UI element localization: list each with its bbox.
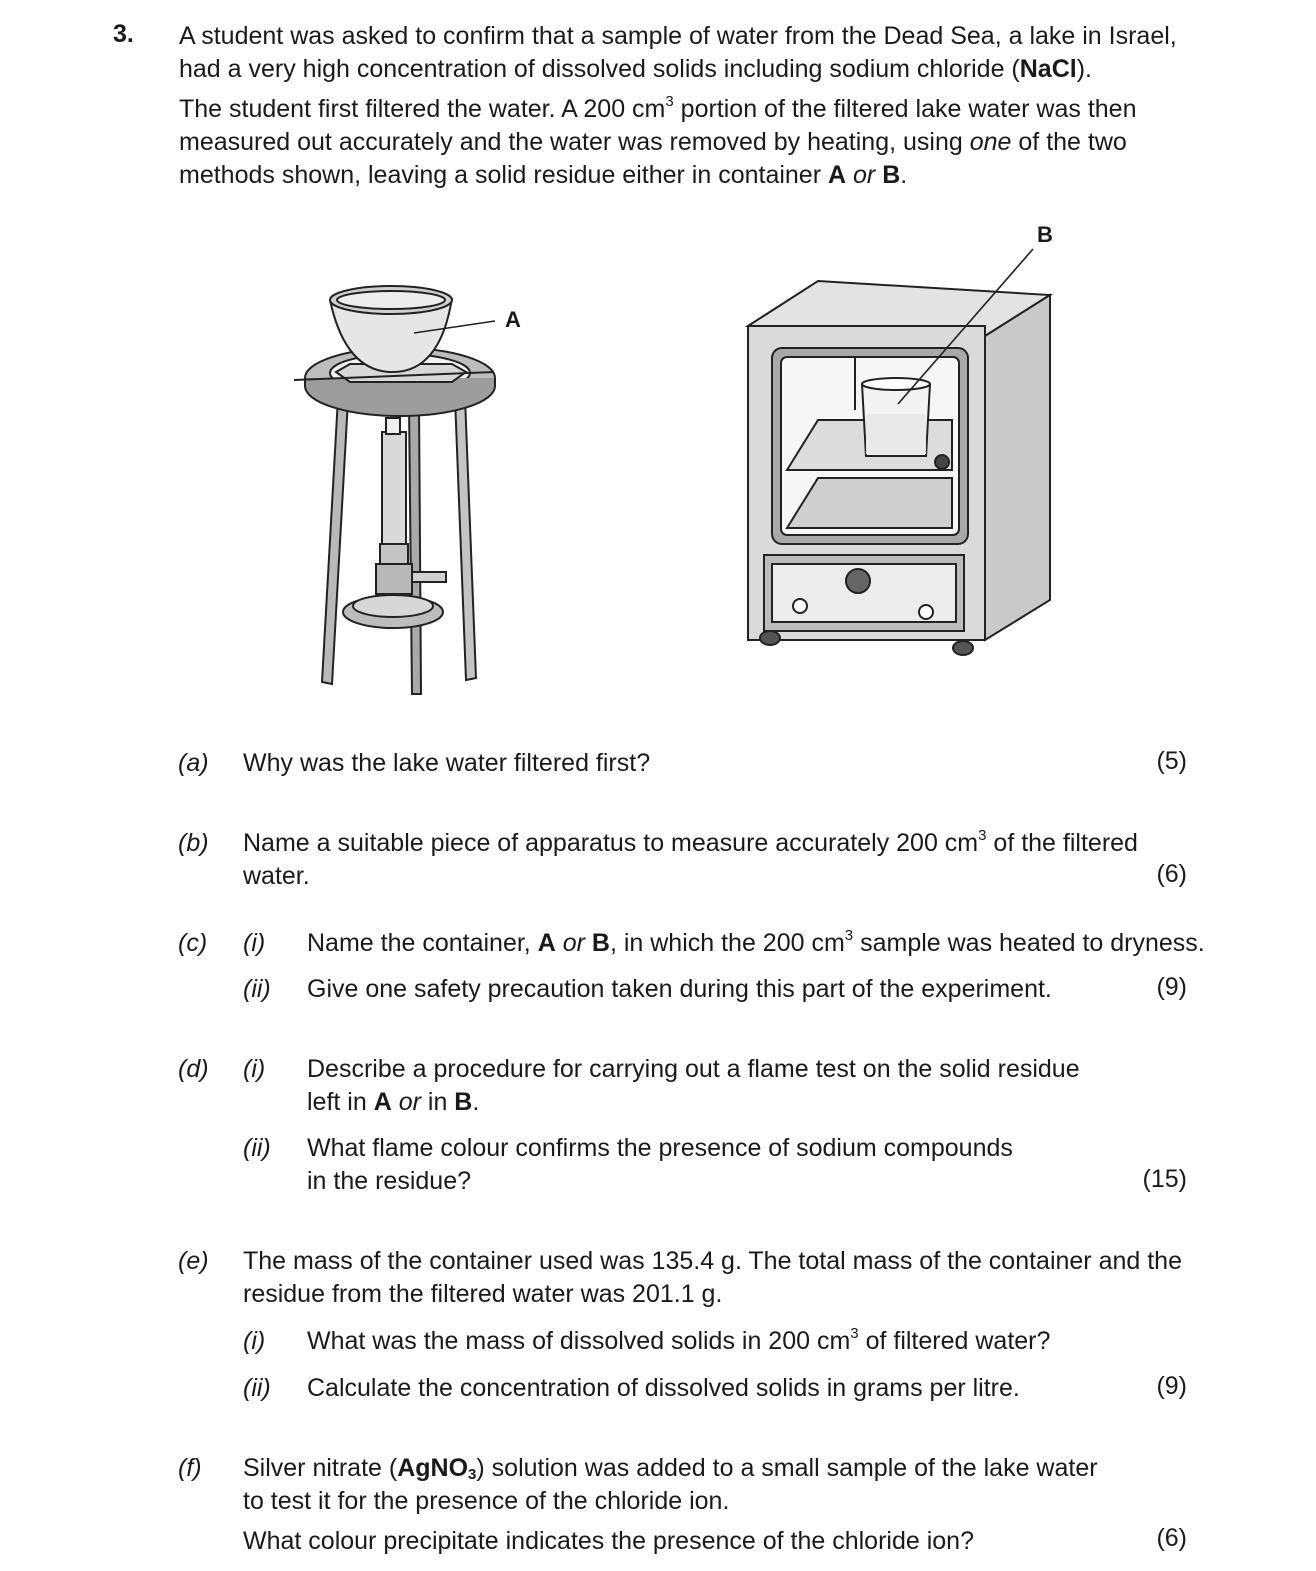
question-text: to test it for the presence of the chloride ion. xyxy=(243,1487,730,1515)
part-d-label: (d) xyxy=(178,1055,209,1083)
part-e-label: (e) xyxy=(178,1247,209,1275)
part-f-label: (f) xyxy=(178,1454,202,1482)
nacl-formula: NaCl xyxy=(1019,55,1077,83)
intro-line: A student was asked to confirm that a sample of water from the Dead Sea, a lake in Israel, xyxy=(179,22,1177,50)
question-text: Silver nitrate ( xyxy=(243,1454,398,1482)
part-d-i-label: (i) xyxy=(243,1055,266,1083)
part-d-ii-question xyxy=(307,1132,1013,1198)
emphasis: or xyxy=(391,1088,428,1116)
question-text: Name a suitable piece of apparatus to measure accurately 200 cm xyxy=(243,829,979,857)
intro-paragraph-1 xyxy=(179,20,1189,86)
question-text: in xyxy=(427,1088,455,1116)
question-text: sample was heated to dryness. xyxy=(853,929,1205,957)
intro-text: . xyxy=(900,161,908,189)
part-c-ii-label: (ii) xyxy=(243,975,271,1003)
question-text: What was the mass of dissolved solids in 200 cm xyxy=(307,1327,851,1355)
emphasis: or xyxy=(846,161,883,189)
label-b-ref: B xyxy=(454,1088,473,1116)
question-text: , in which the 200 cm xyxy=(609,929,845,957)
emphasis: or xyxy=(555,929,592,957)
part-e-i-label: (i) xyxy=(243,1327,266,1355)
part-c-label: (c) xyxy=(178,929,208,957)
part-b-label: (b) xyxy=(178,829,209,857)
emphasis: one xyxy=(969,128,1012,156)
part-e-marks: (9) xyxy=(1156,1372,1187,1400)
part-e-ii-question: Calculate the concentration of dissolved solids in grams per litre. xyxy=(307,1374,1020,1402)
intro-text: of the two xyxy=(1011,128,1127,156)
agno3-formula: AgNO xyxy=(397,1454,469,1482)
part-c-i-label: (i) xyxy=(243,929,266,957)
part-c-i-question xyxy=(307,927,1205,960)
question-text: residue from the filtered water was 201.1 g. xyxy=(243,1280,723,1308)
part-a-marks: (5) xyxy=(1156,747,1187,775)
question-text: water. xyxy=(243,862,310,890)
intro-paragraph-2 xyxy=(179,93,1189,192)
part-e-intro xyxy=(243,1245,1182,1311)
question-text: Describe a procedure for carrying out a flame test on the solid residue xyxy=(307,1055,1080,1083)
label-b-ref: B xyxy=(882,161,901,189)
part-a-question: Why was the lake water filtered first? xyxy=(243,749,651,777)
question-text: . xyxy=(472,1088,480,1116)
part-b-question xyxy=(243,827,1138,893)
question-text: of the filtered xyxy=(986,829,1138,857)
question-text: left in xyxy=(307,1088,374,1116)
part-f-marks: (6) xyxy=(1156,1524,1187,1552)
part-a-label: (a) xyxy=(178,749,209,777)
question-text: ) solution was added to a small sample of the lake water xyxy=(476,1454,1098,1482)
superscript: 3 xyxy=(978,827,987,844)
part-e-i-question xyxy=(307,1325,1050,1358)
intro-line: measured out accurately and the water was removed by heating, using xyxy=(179,128,970,156)
label-b: B xyxy=(1037,222,1053,247)
label-a-ref: A xyxy=(373,1088,392,1116)
subscript: 3 xyxy=(468,1466,477,1483)
question-text: of filtered water? xyxy=(858,1327,1051,1355)
part-f-question xyxy=(243,1452,1098,1558)
label-a-ref: A xyxy=(828,161,847,189)
label-a-ref: A xyxy=(537,929,556,957)
intro-text: portion of the filtered lake water was then xyxy=(673,95,1137,123)
intro-line: methods shown, leaving a solid residue either in container xyxy=(179,161,828,189)
part-c-ii-question: Give one safety precaution taken during this part of the experiment. xyxy=(307,975,1052,1003)
part-e-ii-label: (ii) xyxy=(243,1374,271,1402)
intro-line: had a very high concentration of dissolved solids including sodium chloride ( xyxy=(179,55,1020,83)
question-text: The mass of the container used was 135.4 g. The total mass of the container and the xyxy=(243,1247,1182,1275)
question-text: What colour precipitate indicates the presence of the chloride ion? xyxy=(243,1527,974,1555)
question-text: in the residue? xyxy=(307,1167,472,1195)
part-d-marks: (15) xyxy=(1142,1165,1187,1193)
label-a: A xyxy=(505,307,521,332)
question-text: What flame colour confirms the presence of sodium compounds xyxy=(307,1134,1013,1162)
question-text: Name the container, xyxy=(307,929,538,957)
label-b-ref: B xyxy=(591,929,610,957)
part-c-marks: (9) xyxy=(1156,973,1187,1001)
superscript: 3 xyxy=(844,927,854,944)
question-number: 3. xyxy=(113,20,134,48)
superscript: 3 xyxy=(850,1325,859,1342)
intro-text: ). xyxy=(1076,55,1092,83)
part-d-ii-label: (ii) xyxy=(243,1134,271,1162)
part-d-i-question xyxy=(307,1053,1080,1119)
intro-line: The student first filtered the water. A 200 cm xyxy=(179,95,666,123)
part-b-marks: (6) xyxy=(1156,860,1187,888)
superscript: 3 xyxy=(665,93,674,110)
